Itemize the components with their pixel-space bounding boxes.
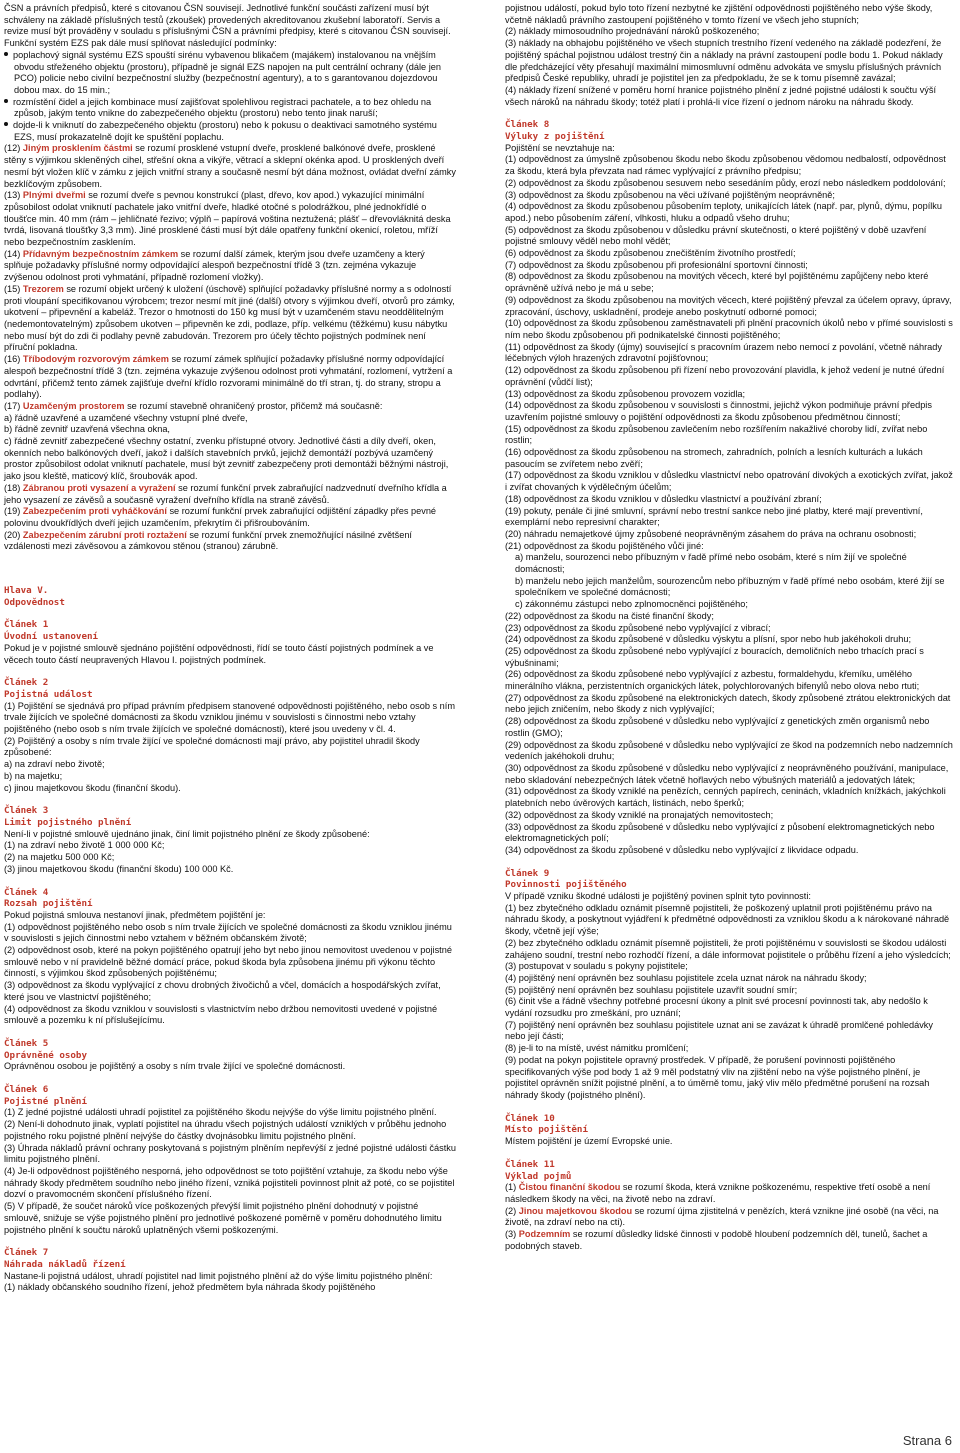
- def-text: se rozumí funkční prvek zabraňující nadzvednutí dveřního křídla a jeho vysazení ze závěsů a současně vyražení dveřního křídla na straně závěsů.: [4, 482, 447, 505]
- list-item: (3) odpovědnost za škodu způsobenou na věci užívané pojištěným neoprávněně;: [505, 189, 835, 200]
- def-num: (17): [4, 400, 23, 411]
- list-item: (2) na majetku 500 000 Kč;: [4, 852, 115, 863]
- list-item: (6) odpovědnost za škodu způsobenou znečištěním životního prostředí;: [505, 248, 796, 259]
- bullet-text: poplachový signál systému EZS spouští sirénu vybavenou blikačem (majákem) instalovanou na vnějším obvodu střeženého objektu (prostoru), případně je signál EZS napojen na pult centrální ochrany (dále jen PCO) policie nebo civilní bezpečnostní služby (bezpečnostní agentury), a to s garantovanou dojezdovou dobou max. do 15 min.;: [13, 49, 441, 95]
- article-number: Článek 4: [4, 886, 49, 898]
- chapter-heading: Hlava V.: [4, 585, 49, 597]
- list-item: (4) odpovědnost za škodu způsobenou působením teploty, unikajících látek (např. par, plynů, dýmu, popílku apod.) nebo působením záření, vlhkosti, hluku a odpadů všeho druhu;: [505, 201, 943, 223]
- article-title: Úvodní ustanovení: [4, 631, 99, 643]
- article-title: Místo pojištění: [505, 1124, 588, 1136]
- article-title: Limit pojistného plnění: [4, 817, 132, 828]
- definition-19: [4, 506, 456, 529]
- def-text: se rozumí prosklené vstupní dveře, prosklené balkónové dveře, prosklené stěny s výjimkou skleněných cihel, střešní okna a vikýře, větrací a sklepní okénka apod. U prosklených dveří nesmí být vložen klíč v zámku z jejich vnitřní strany a současně nesmí být dána možnost, ovládat dveřní zámky bezklíčovým způsobem.: [4, 143, 456, 189]
- def-text: se rozumí funkční prvek znemožňující násilné zvětšení vzdálenosti mezi závěsovou a zámkovou stěnou (stranou) zárubně.: [4, 529, 412, 552]
- article-title: Povinnosti pojištěného: [505, 879, 627, 891]
- list-item: (1) bez zbytečného odkladu oznámit písemně pojistiteli, že poškozený uplatnil proti pojištěnému právo na náhradu škody, a poskytnout vyjádření k předmětné odpovědnosti za vzniklou škodu a k nárokované náhradě škody, včetně její výše;: [505, 902, 950, 937]
- chapter-title: Odpovědnost: [4, 596, 65, 608]
- definition-17: [4, 401, 456, 413]
- article-number: Článek 10: [505, 1112, 555, 1124]
- list-item: (9) podat na pokyn pojistitele opravný prostředek. V případě, že porušení povinnosti pojištěného specifikovaných výše pod body 1 až 9 měl podstatný vliv na zjištění nebo na výše pojistného plnění, je pojistitel oprávněn snížit pojistné plnění, a to úměrně tomu, jaký vliv mělo předmětné porušení na rozsah náhrady škody (pojistného plnění).: [505, 1054, 930, 1100]
- list-item: (13) odpovědnost za škodu způsobenou provozem vozidla;: [505, 388, 746, 399]
- bullet-item: [4, 120, 456, 143]
- def-num: (14): [4, 248, 23, 259]
- article-title: Rozsah pojištění: [4, 898, 93, 910]
- list-item: (20) náhradu nemajetkové újmy způsobené neoprávněným zásahem do práva na ochranu osobnosti;: [505, 528, 917, 539]
- definition-15: [4, 284, 456, 354]
- list-item: a) na zdraví nebo životě;: [4, 759, 105, 770]
- def-text: se rozumí důsledky lidské činnosti v podobě hloubení podzemních děl, tunelů, šachet a podobných staveb.: [505, 1229, 928, 1251]
- def-num: (12): [4, 143, 23, 154]
- list-item: (14) odpovědnost za škodu způsobenou v souvislosti s činnostmi, jejichž výkon podmiňuje právní předpis uzavřením pojistné smlouvy o pojištění odpovědnosti za škodu způsobenou předmětnou činností;: [505, 400, 932, 422]
- def-num: (1): [505, 1182, 519, 1193]
- definition: [505, 1206, 953, 1229]
- definition: [505, 1182, 953, 1205]
- article-title: Pojistné plnění: [4, 1095, 87, 1107]
- bullet-icon: [4, 99, 8, 103]
- def-term: Trezorem: [22, 283, 64, 294]
- paragraph: (2) odpovědnost osob, které na pokyn pojištěného opatrují jeho byt nebo jinou nemovitost uvedenou v pojistné smlouvě nebo v ní pravidelně běžné domácí práce, pokud škoda byla způsobena jinému při výkonu těchto činností, s výjimkou škod způsobených pojištěnému;: [4, 945, 452, 979]
- def-text: se rozumí újma zjistitelná v penězích, která vznikne jiné osobě (na věci, na životě, na zdraví nebo na cti).: [505, 1205, 939, 1228]
- def-term: Plnými dveřmi: [22, 190, 86, 201]
- list-item: (1) odpovědnost za úmyslně způsobenou škodu nebo škodu způsobenou vědomou nedbalostí, odpovědnost za škodu, která byla převzata nad rámec vyplývající z právního předpisu;: [505, 154, 946, 177]
- article-number: Článek 11: [505, 1158, 555, 1170]
- list-item: (19) pokuty, penále či jiné smluvní, správní nebo trestní sankce nebo jiné platby, které mají preventivní, exemplární nebo represivní charakter;: [505, 505, 923, 528]
- list-item: (21) odpovědnost za škodu pojištěného vůči jiné:: [505, 540, 704, 551]
- def-text: se rozumí zámek splňující požadavky příslušné normy odpovídající alespoň bezpečnostní třídě 3 (tzn. zejména vykazuje zvýšenou odolnost proti vyhmatání, rozlomení, vytržení a odvrtání, přičemž tento zámek zajišťuje dveřní křídlo rozvorami minimálně do tří stran, tj. do strany, stropu a podlahy).: [4, 354, 453, 400]
- article-number: Článek 9: [505, 867, 550, 879]
- list-item: (32) odpovědnost za škody vzniklé na pronajatých nemovitostech;: [505, 809, 774, 820]
- def-num: (19): [4, 506, 23, 517]
- paragraph: (4) odpovědnost za škodu vzniklou v souvislosti s vlastnictvím nebo držbou nemovitosti uvedené v pojistné smlouvě a pozemku k ní příslušejícímu.: [4, 1003, 438, 1026]
- left-column: [4, 3, 456, 1294]
- list-item: (2) odpovědnost za škodu způsobenou sesuvem nebo sesedáním půdy, erozí nebo následkem poddolování;: [505, 177, 946, 188]
- list-item: (2) bez zbytečného odkladu oznámit písemně pojistiteli, že proti pojištěnému v souvislosti se škodou události zahájeno soudní, trestní nebo rozhodčí řízení, a dále informovat pojistitele o průběhu řízení a jeho výsledcích;: [505, 937, 951, 960]
- paragraph: (2) náklady mimosoudního projednávání nároků poškozeného;: [505, 26, 760, 37]
- bullet-item: [4, 97, 456, 120]
- definition-20: [4, 530, 456, 553]
- paragraph: Není-li v pojistné smlouvě ujednáno jinak, činí limit pojistného plnění ze škody způsobené:: [4, 828, 370, 839]
- def-num: (18): [4, 482, 23, 493]
- sub-item: a) manželu, sourozenci nebo příbuzným v řadě přímé nebo osobám, které s ním žijí ve společné domácnosti;: [515, 552, 907, 575]
- definition-16: [4, 354, 456, 401]
- def-term: Zábranou proti vysazení a vyražení: [22, 482, 176, 493]
- def-num: (20): [4, 529, 23, 540]
- paragraph: (3) odpovědnost za škodu vyplývající z chovu drobných živočichů a včel, domácích a hospodářských zvířat, které jsou ve vlastnictví pojištěného;: [4, 980, 441, 1002]
- list-item: (3) jinou majetkovou škodu (finanční škodu) 100 000 Kč.: [4, 863, 234, 874]
- definition-14: [4, 249, 456, 284]
- list-item: (6) činit vše a řádně všechny potřebné procesní úkony a plnit své procesní povinnosti tak, aby nedošlo k vydání rozsudku pro zmeškání, pro uznání;: [505, 996, 928, 1019]
- article-number: Článek 3: [4, 805, 49, 817]
- list-item: (30) odpovědnost za škodu způsobené v důsledku nebo vyplývající z neoprávněného používání, manipulace, nebo skladování nebezpečných látek včetně hořlavých nebo výbušných materiálů a jedovatých látek;: [505, 763, 949, 785]
- paragraph: (5) V případě, že součet nároků více poškozených převýší limit pojistného plnění dohodnutý v pojistné smlouvě, snižuje se výše pojistného plnění pro jednotlivé poškozené poměrně v poměru dohodnutého limitu pojistného plnění k součtu nároků uplatněných všemi poškozenými.: [4, 1201, 442, 1235]
- paragraph: (1) odpovědnost pojištěného nebo osob s ním trvale žijících ve společné domácnosti za škodu vzniklou jinému v souvislosti s jejich činnostmi nebo vztahem v běžném občanském životě;: [4, 921, 452, 944]
- paragraph: (3) náklady na obhajobu pojištěného ve všech stupních trestního řízení vedeného na základě podezření, že pojištěný spáchal pojistnou událost trestný čin a náklady na právní zastoupení podle bodu 1. Pokud náklady dle předcházející věty přesahují maximální mimosmluvní odměnu advokáta ve smyslu příslušných právních předpisů České republiky, uhradí je pojistitel jen za předpokladu, že se k tomu písemně zavázal;: [505, 38, 943, 84]
- def-num: (16): [4, 354, 23, 365]
- def-term: Jiným prosklením částmi: [22, 143, 133, 154]
- paragraph: Pokud je v pojistné smlouvě sjednáno pojištění odpovědnosti, řídí se touto částí pojistných podmínek a ve věcech touto částí neupravených Hlavou I. pojistných podmínek.: [4, 642, 434, 665]
- article-title: Oprávněné osoby: [4, 1049, 87, 1061]
- def-term: Zabezpečením proti vyháčkování: [22, 506, 167, 517]
- paragraph: (2) Pojištěný a osoby s ním trvale žijící ve společné domácnosti mají právo, aby pojistitel uhradil škody způsobené:: [4, 735, 420, 758]
- list-item: (31) odpovědnost za škody vzniklé na penězích, cenných papírech, ceninách, vkladních knížkách, jakýchkoli platebních nebo úvěrových kartách, listinách, nebo šperků;: [505, 786, 946, 809]
- def-term: Zabezpečením zárubní proti roztažení: [22, 529, 187, 540]
- def-num: (13): [4, 190, 23, 201]
- list-item: (11) odpovědnost za škody (újmy) související s pracovním úrazem nebo nemocí z povolání, včetně náhrady léčebných výloh hrazených zdravotní pojišťovnou;: [505, 341, 942, 364]
- sub-item: b) manželu nebo jejich manželům, sourozencům nebo příbuzným v řadě přímé nebo osobám, které žijí se společníkem ve společné domácnosti;: [515, 575, 945, 598]
- paragraph: (4) Je-li odpovědnost pojištěného nesporná, jeho odpovědnost se toto pojištění vztahuje, za škodu nebo výše náhrady škody předmětem soudního nebo jiného řízení, vzniká pojistiteli povinnost plnit až poté, co se pojistitel dozví o pravomocném skončení příslušného řízení.: [4, 1165, 455, 1200]
- sub-item: c) zákonnému zástupci nebo zplnomocněnci pojištěného;: [515, 599, 748, 610]
- definition-12: [4, 143, 456, 190]
- article-title: Náhrada nákladů řízení: [4, 1258, 126, 1270]
- paragraph: ČSN a právních předpisů, které s citovanou ČSN souvisejí. Jednotlivé funkční součásti zařízení musí být schváleny na základě příslušných testů (zkoušek) provedených akreditovanou zkušební laboratoří. Servis a revize musí být prováděny v souladu s příslušnými ČSN a právními předpisy, které s citovanou ČSN souvisejí. Funkční systém EZS pak dále musí splňovat následující podmínky:: [4, 3, 451, 49]
- list-item: (3) postupovat v souladu s pokyny pojistitele;: [505, 961, 688, 972]
- def-num: (2): [505, 1205, 519, 1216]
- list-item: (28) odpovědnost za škodu způsobené v důsledku nebo vyplývající z genetických změn organismů nebo rostlin (GMO);: [505, 716, 930, 738]
- list-item: c) jinou majetkovou škodu (finanční škodu).: [4, 782, 181, 793]
- article-number: Článek 1: [4, 619, 49, 631]
- article-title: Pojistná událost: [4, 688, 93, 700]
- definition-18: [4, 483, 456, 506]
- bullet-icon: [4, 122, 8, 126]
- def-term: Tříbodovým rozvorovým zámkem: [22, 354, 169, 365]
- list-item: (10) odpovědnost za škodu způsobenou zaměstnavateli při plnění pracovních úkolů nebo v přímé souvislosti s ním nebo škodu způsobenou při podnikatelské činnosti pojištěného;: [505, 318, 953, 340]
- bullet-item: [4, 50, 456, 97]
- paragraph: (1) náklady občanského soudního řízení, jehož předmětem byla náhrada škody pojištěného: [4, 1282, 376, 1293]
- page-number: Strana 6: [902, 1433, 952, 1449]
- list-item: (1) na zdraví nebo životě 1 000 000 Kč;: [4, 840, 165, 851]
- list-item: (8) odpovědnost za škodu způsobenou na movitých věcech, které byl pojištěnému zapůjčeny nebo které oprávněně užívá nebo je má u sebe;: [505, 271, 929, 294]
- paragraph: Místem pojištění je území Evropské unie.: [505, 1136, 673, 1147]
- paragraph: (2) Není-li dohodnuto jinak, vyplatí pojistitel na úhradu všech pojistných událostí vzniklých v průběhu jednoho pojistného roku pojistné plnění nejvýše do částky dvojnásobku limitu pojistného plnění.: [4, 1119, 447, 1141]
- paragraph: Oprávněnou osobou je pojištěný a osoby s ním trvale žijící ve společné domácnosti.: [4, 1061, 346, 1072]
- right-column: [505, 3, 953, 1252]
- list-item: (24) odpovědnost za škodu způsobené v důsledku výskytu a plísní, spor nebo hub jakéhokoli druhu;: [505, 634, 912, 645]
- list-item: (18) odpovědnost za škodu vzniklou v důsledku vlastnictví a používání zbraní;: [505, 493, 822, 504]
- list-item: (5) pojištěný není oprávněn bez souhlasu pojistitele uzavřít soudní smír;: [505, 984, 798, 995]
- paragraph: (1) Z jedné pojistné události uhradí pojistitel za pojištěného škodu nejvýše do výše limitu pojistného plnění.: [4, 1107, 437, 1118]
- list-item: (7) odpovědnost za škodu způsobenou při profesionální sportovní činnosti;: [505, 259, 808, 270]
- paragraph: (3) Úhrada nákladů právní ochrany poskytovaná s pojistným plněním nepřevýší z jedné pojistné události částku limitu pojistného plnění.: [4, 1142, 456, 1165]
- paragraph: Pokud pojistná smlouva nestanoví jinak, předmětem pojištění je:: [4, 909, 266, 920]
- def-term: Čistou finanční škodou: [518, 1182, 621, 1193]
- list-item: (4) pojištěný není oprávněn bez souhlasu pojistitele zcela uznat nárok na náhradu škody;: [505, 972, 867, 983]
- paragraph: Pojištění se nevztahuje na:: [505, 142, 615, 153]
- list-item: (9) odpovědnost za škodu způsobenou na movitých věcech, které pojištěný převzal za účelem opravy, úpravy, zpracování, úschovy, uskladnění, prodeje anebo poskytnutí odborné pomoci;: [505, 294, 952, 317]
- article-title: Výluky z pojištění: [505, 131, 605, 143]
- def-num: (15): [4, 283, 23, 294]
- def-term: Jinou majetkovou škodou: [518, 1205, 633, 1216]
- list-item: (34) odpovědnost za škodu způsobené v důsledku nebo vyplývající z likvidace odpadu.: [505, 844, 859, 855]
- paragraph: pojistnou událostí, pokud bylo toto řízení nezbytné ke zjištění odpovědnosti pojištěného nebo výše škody, včetně nákladů právního zastoupení pojištěného v tomto řízení ve všech jeho stupních;: [505, 3, 933, 25]
- def-text: se rozumí objekt určený k uložení (úschově) splňující požadavky příslušné normy a s odolností proti vloupání specifikovanou výrobcem; trezor nesmí mít jiné (další) otvory s výjimkou dveří, otvorů pro zámky, ukotvení – připevnění a kabeláž. Trezor o hmotnosti do 150 kg musí být v uzamčeném stavu neoddělitelným (nedemontovatelným) způsobem ukotven – připevněn ke zdi, podlaze, příp. velkému (těžkému) kusu nábytku nebo musí být do zdi či podlahy pevně zabudován. Trezorem pro účely těchto pojistných podmínek není příruční pokladna.: [4, 283, 455, 353]
- list-item: b) na majetku;: [4, 770, 63, 781]
- bullet-text: dojde-li k vniknutí do zabezpečeného objektu (prostoru) nebo k pokusu o deaktivaci samotného systému EZS, musí prokazatelně dojít ke spuštění poplachu.: [13, 120, 437, 142]
- list-item: (22) odpovědnost za škodu na čisté finanční škody;: [505, 610, 714, 621]
- paragraph: (4) náklady řízení snížené v poměru horní hranice pojistného plnění z jedné pojistné události k součtu výší všech nároků na náhradu škody; totéž platí i prohlá-li více řízení o jednom nároku na náhradu škody.: [505, 84, 937, 107]
- def-term: Přídavným bezpečnostním zámkem: [22, 248, 179, 259]
- def-text: se rozumí další zámek, kterým jsou dveře uzamčeny a který splňuje požadavky příslušné normy odpovídající alespoň bezpečnostní třídě 3 (tzn. zejména vykazuje zvýšenou odolnost proti vyhmatání, případně rozlomení vložky).: [4, 248, 425, 283]
- list-item: (23) odpovědnost za škodu způsobené nebo vyplývající z vibrací;: [505, 622, 771, 633]
- list-item: (12) odpovědnost za škodu způsobenou při řízení nebo provozování plavidla, k jehož vedení je nutné úřední oprávnění (vůdčí list);: [505, 365, 945, 387]
- list-item: (5) odpovědnost za škodu způsobenou v důsledku právní skutečnosti, o které pojištěný v době uzavření pojistné smlouvy věděl nebo mohl vědět;: [505, 224, 927, 247]
- list-item: (33) odpovědnost za škodu způsobené v důsledku nebo vyplývající z působení elektromagnetických nebo elektromagnetických polí;: [505, 821, 935, 844]
- article-number: Článek 8: [505, 119, 550, 131]
- bullet-text: rozmístění čidel a jejich kombinace musí zajišťovat spolehlivou registraci pachatele, a to bez ohledu na způsob, jakým tento vnikne do zabezpečeného objektu (prostoru) nebo tento jinak naruší;: [13, 96, 432, 119]
- list-item: (15) odpovědnost za škodu způsobenou zavlečením nebo rozšířením nakažlivé choroby lidí, zvířat nebo rostlin;: [505, 423, 928, 446]
- def-num: (3): [505, 1229, 519, 1240]
- def-text: se rozumí stavebně ohraničený prostor, přičemž má současně:: [124, 400, 383, 411]
- bullet-icon: [4, 52, 8, 56]
- def-text: se rozumí dveře s pevnou konstrukcí (plast, dřevo, kov apod.) vykazující minimální způsobilost odolat vniknutí pachatele jako vnitřní dveře, hladké otočné s polodrážkou, plné jednokřídlé o tloušťce min. 40 mm (rám – jehličnaté řezivo; výplň – papírová voština neztužená; plášť – dřevovláknitá deska tvrdá, lisovaná tloušťky 3,3 mm). Jiné prosklené části musí být dále opatřeny funkční okenicí, roletou, mříží nebo bezpečnostním zasklením.: [4, 190, 451, 248]
- definition: [505, 1229, 953, 1252]
- paragraph: V případě vzniku škodné události je pojištěný povinen splnit tyto povinnosti:: [505, 891, 811, 902]
- article-number: Článek 6: [4, 1084, 49, 1096]
- list-item: (16) odpovědnost za škodu způsobenou na stromech, zahradních, polních a lesních kulturách a lukách pasoucím se zvířetem nebo zvěří;: [505, 447, 923, 469]
- list-item: (17) odpovědnost za škodu vzniklou v důsledku vlastnictví nebo opatrování divokých a exotických zvířat, jakož i zvířat chovaných k výdělečným účelům;: [505, 470, 953, 493]
- list-item: (8) je-li to na místě, uvést námitku promlčení;: [505, 1043, 689, 1054]
- article-number: Článek 5: [4, 1037, 49, 1049]
- def-text: se rozumí funkční prvek zabraňující odjištění západky přes pevné polovinu dvoukřídlých dveří jejich uzamčením, překrytím či přišroubováním.: [4, 506, 437, 528]
- list-item: (7) pojištěný není oprávněn bez souhlasu pojistitele uznat ani se zavázat k úhradě promlčené pohledávky nebo její části;: [505, 1019, 933, 1042]
- def-text: se rozumí škoda, která vznikne poškozenému, respektive třetí osobě a není následkem škody na věci, na životě nebo na zdraví.: [505, 1182, 931, 1204]
- list-item: (27) odpovědnost za škodu způsobené na elektronických datech, škody způsobené ztrátou elektronických dat nebo jejich zničením, nebo škody z nich vyplývající;: [505, 692, 951, 715]
- list-item: c) řádně zevnitř zabezpečené všechny ostatní, zvenku přístupné otvory. Jednotlivé části a díly dveří, oken, okenních nebo balkónových dveří, jakož i dalších stavebních prvků, jejichž demontáží pozbývá uzamčený prostor způsobilost odolat vniknutí pachatele, musí být zevnitř zabezpečeny proti demontáži běžnými nástroji, jako jsou kleště, maticový klíč, šroubovák apod.: [4, 436, 449, 482]
- list-item: (26) odpovědnost za škodu způsobené nebo vyplývající z azbestu, formaldehydu, křemíku, umělého minerálního vlákna, perzistentních organických látek, polychlorovaných bifenylů nebo olova nebo rtuti;: [505, 669, 920, 692]
- def-term: Podzemním: [518, 1229, 571, 1240]
- definition-13: [4, 190, 456, 249]
- list-item: (25) odpovědnost za škodu způsobené nebo vyplývající z bouracích, demoličních nebo trhacích prací s výbušninami;: [505, 645, 924, 668]
- list-item: (29) odpovědnost za škodu způsobené v důsledku nebo vyplývající ze škod na podzemních nebo nadzemních vedeních jakéhokoli druhu;: [505, 739, 953, 762]
- paragraph: Nastane-li pojistná událost, uhradí pojistitel nad limit pojistného plnění až do výše limitu pojistného plnění:: [4, 1270, 433, 1281]
- list-item: a) řádně uzavřené a uzamčené všechny vstupní plné dveře,: [4, 412, 248, 423]
- article-title: Výklad pojmů: [505, 1170, 572, 1182]
- article-number: Článek 2: [4, 677, 49, 689]
- article-number: Článek 7: [4, 1247, 49, 1259]
- def-term: Uzamčeným prostorem: [22, 400, 125, 411]
- paragraph: (1) Pojištění se sjednává pro případ právním předpisem stanovené odpovědnosti pojištěného, nebo osob s ním trvale žijících ve společné domácnosti za škodu vzniklou jinému v souvislosti s činnostmi nebo vztahy pojištěného (nebo osob s ním trvale žijících ve společné domácnosti), které jsou uvedeny v čl. 4.: [4, 700, 455, 735]
- list-item: b) řádně zevnitř uzavřená všechna okna,: [4, 424, 170, 435]
